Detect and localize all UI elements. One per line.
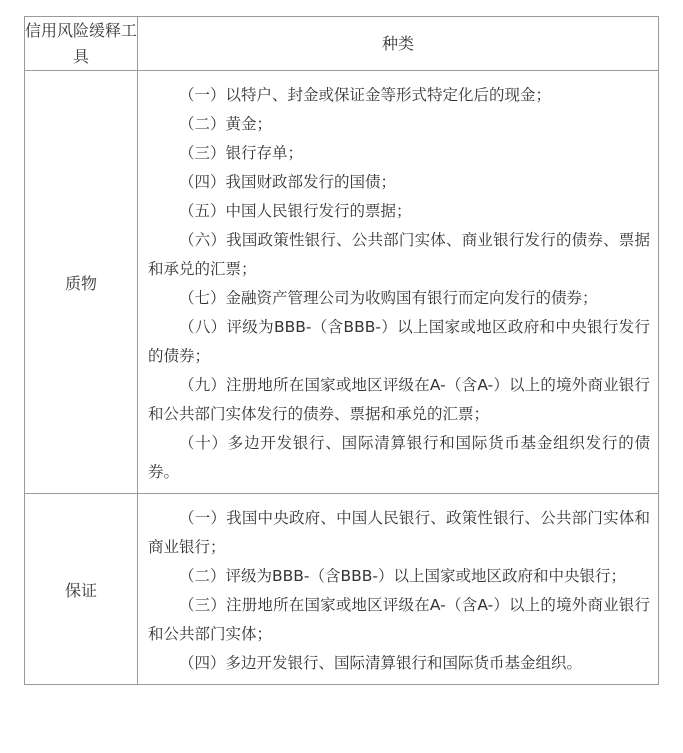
- list-item: （九）注册地所在国家或地区评级在A-（含A-）以上的境外商业银行和公共部门实体发行的债券、票据和承兑的汇票；: [148, 376, 650, 423]
- list-item: （七）金融资产管理公司为收购国有银行而定向发行的债券；: [179, 289, 598, 307]
- list-item: （三）注册地所在国家或地区评级在A-（含A-）以上的境外商业银行和公共部门实体；: [148, 596, 650, 643]
- list-item: （一）我国中央政府、中国人民银行、政策性银行、公共部门实体和商业银行；: [148, 509, 650, 556]
- header-kind-cell: 种类: [138, 17, 659, 71]
- table-row-pledge: [25, 71, 659, 494]
- table-row-guarantee: [25, 494, 659, 685]
- list-item: （二）评级为BBB-（含BBB-）以上国家或地区政府和中央银行；: [179, 567, 626, 585]
- row-label-pledge: 质物: [25, 71, 138, 494]
- list-item: （六）我国政策性银行、公共部门实体、商业银行发行的债券、票据和承兑的汇票；: [148, 231, 650, 278]
- list-item: （十）多边开发银行、国际清算银行和国际货币基金组织发行的债券。: [148, 434, 650, 481]
- items-cell-guarantee: [138, 494, 659, 685]
- list-item: （八）评级为BBB-（含BBB-）以上国家或地区政府和中央银行发行的债券；: [148, 318, 650, 365]
- credit-risk-mitigation-table: [24, 16, 659, 685]
- table-header-row: [25, 17, 659, 71]
- list-item: （二）黄金；: [179, 115, 273, 133]
- row-label-guarantee: 保证: [25, 494, 138, 685]
- list-item: （四）我国财政部发行的国债；: [179, 173, 397, 191]
- list-item: （四）多边开发银行、国际清算银行和国际货币基金组织。: [179, 654, 583, 672]
- list-item: （三）银行存单；: [179, 144, 304, 162]
- items-cell-pledge: [138, 71, 659, 494]
- list-item: （五）中国人民银行发行的票据；: [179, 202, 412, 220]
- header-tool-cell: 信用风险缓释工具: [25, 17, 138, 71]
- list-item: （一）以特户、封金或保证金等形式特定化后的现金；: [179, 86, 552, 104]
